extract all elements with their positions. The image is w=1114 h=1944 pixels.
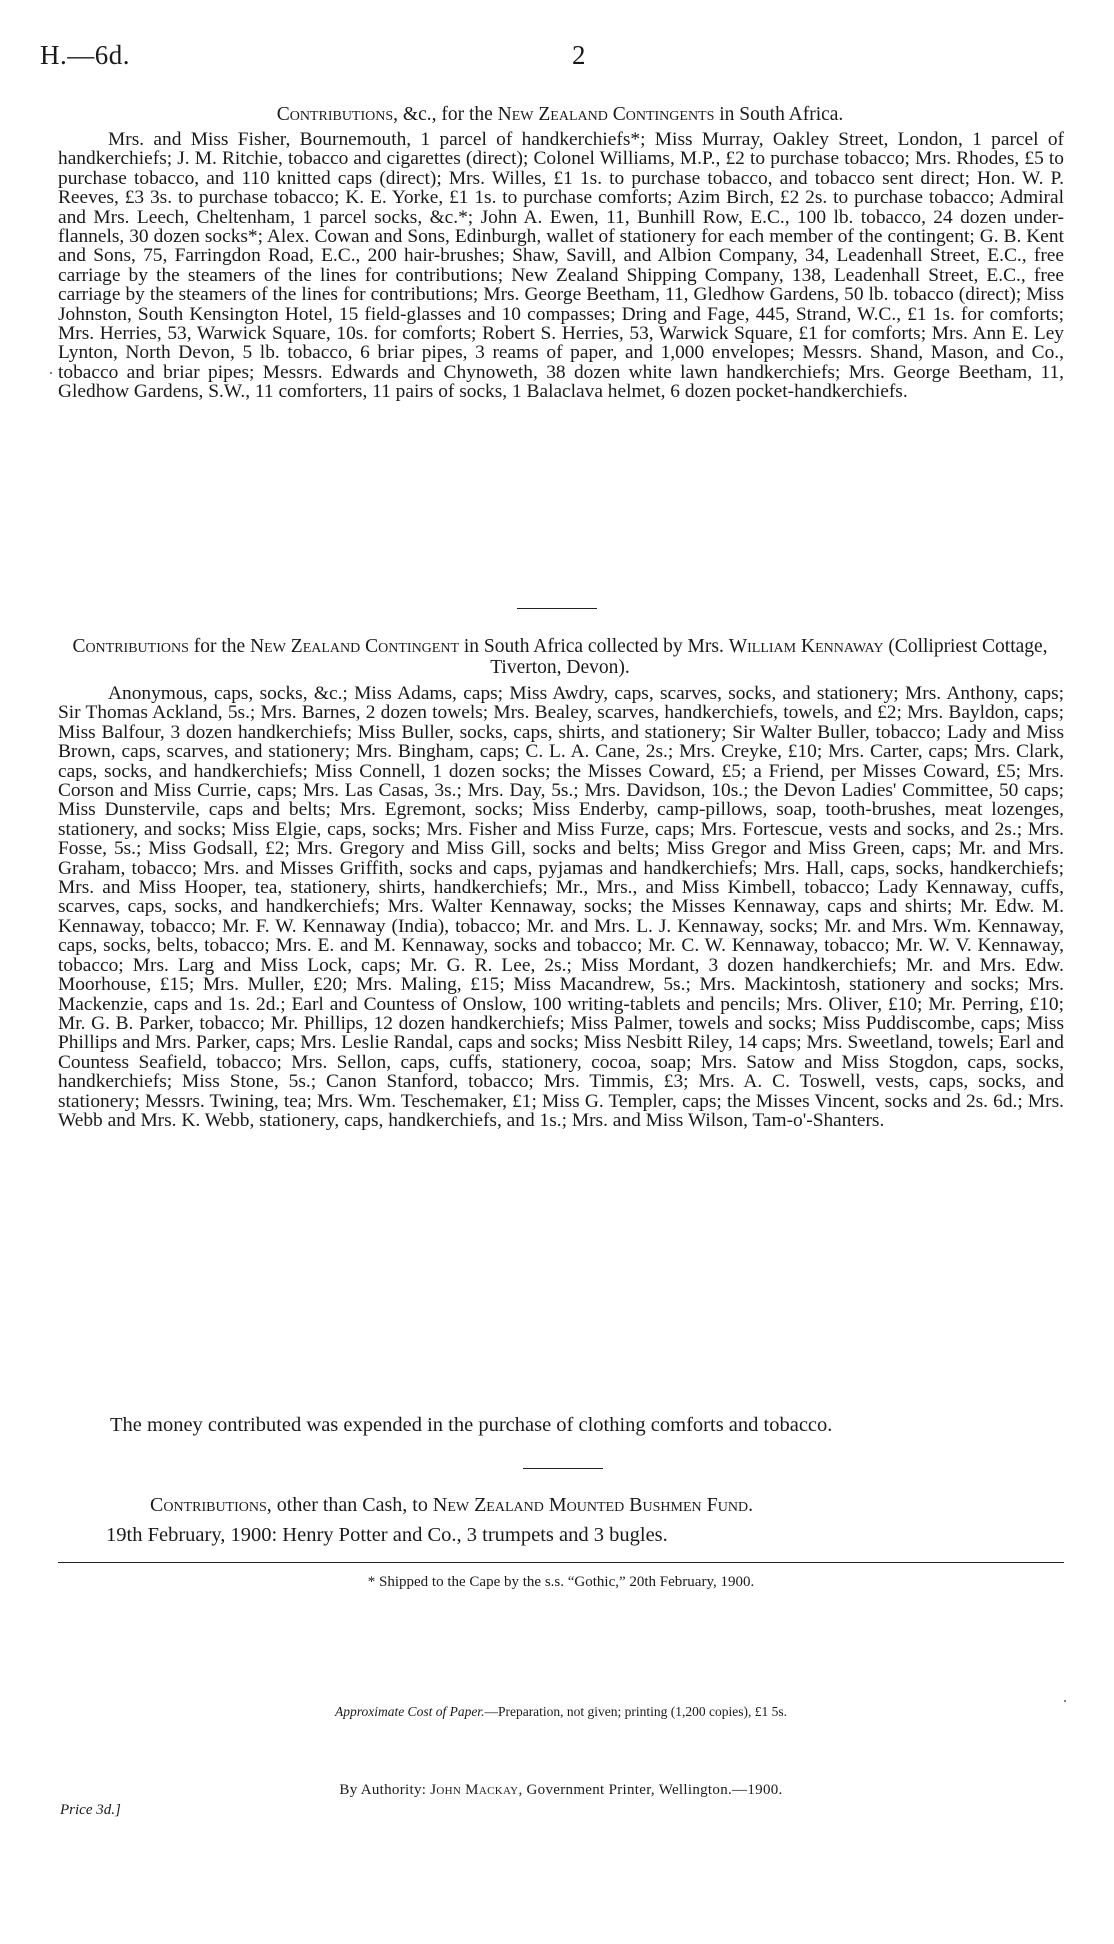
section2-heading-part: William Kennaway: [728, 636, 884, 657]
price: Price 3d.]: [60, 1802, 121, 1818]
section2-heading-part: New Zealand Contingent: [250, 636, 460, 657]
section1-body: Mrs. and Miss Fisher, Bournemouth, 1 parcel of handkerchiefs*; Miss Murray, Oakley Street, London, 1 parcel of handkerchiefs; J. M. Ritchie, tobacco and cigarettes (direct); Colonel Williams, M.P., £2 to purchase tobacco; Mrs. Rhodes, £5 to purchase tobacco, and 110 knitted caps (direct); Mrs. Willes, £1 1s. to purchase tobacco, and tobacco sent direct; Hon. W. P. Reeves, £3 3s. to purchase tobacco; K. E. Yorke, £1 1s. to purchase comforts; Azim Birch, £2 2s. to purchase tobacco; Admiral and Mrs. Leech, Cheltenham, 1 parcel socks, &c.*; John A. Ewen, 11, Bunhill Row, E.C., 100 lb. tobacco, 24 dozen under-flannels, 30 dozen socks*; Alex. Cowan and Sons, Edinburgh, wallet of stationery for each member of the contingent; G. B. Kent and Sons, 75, Farringdon Road, E.C., 200 hair-brushes; Shaw, Savill, and Albion Company, 34, Leadenhall Street, E.C., free carriage by the steamers of the lines for contributions; New Zealand Shipping Company, 138, Leadenhall Street, E.C., free carriage by the steamers of the lines for contributions; Mrs. George Beetham, 11, Gledhow Gardens, 50 lb. tobacco (direct); Miss Johnston, South Kensington Hotel, 15 field-glasses and 10 compasses; Dring and Fage, 445, Strand, W.C., £1 1s. for comforts; Mrs. Herries, 53, Warwick Square, 10s. for comforts; Robert S. Herries, 53, Warwick Square, £1 for comforts; Mrs. Ann E. Ley Lynton, North Devon, 5 lb. tobacco, 6 briar pipes, 3 reams of paper, and 1,000 envelopes; Messrs. Shand, Mason, and Co., tobacco and briar pipes; Messrs. Edwards and Chynoweth, 38 dozen white lawn handkerchiefs; Mrs. George Beetham, 11, Gledhow Gardens, S.W., 11 comforters, 11 pairs of socks, 1 Balaclava helmet, 6 dozen pocket-handkerchiefs.: [58, 129, 1064, 403]
print-speck: [50, 372, 52, 374]
page-number: 2: [572, 40, 586, 70]
cost-text: —Preparation, not given; printing (1,200 copies), £1 5s.: [484, 1704, 788, 1719]
section3-line: 19th February, 1900: Henry Potter and Co., 3 trumpets and 3 bugles.: [106, 1524, 668, 1546]
section3-heading: [150, 1494, 753, 1516]
section2-heading-part: for the: [188, 636, 251, 657]
section2-heading-part: Contributions: [72, 636, 189, 657]
section2-closing: The money contributed was expended in the purchase of clothing comforts and tobacco.: [110, 1414, 833, 1436]
section1-heading-part: Contributions: [276, 104, 394, 125]
cost-label: Approximate Cost of Paper.: [334, 1704, 485, 1719]
section-divider: [523, 1468, 603, 1469]
document-code: H.—6d.: [40, 40, 130, 70]
cost-of-paper: [58, 1704, 1064, 1720]
printer-name: John Mackay: [430, 1782, 519, 1798]
authority-suffix: , Government Printer, Wellington.—1900.: [518, 1782, 783, 1798]
printer-authority: [58, 1782, 1064, 1799]
section2-heading: [60, 636, 1060, 678]
print-speck: [1064, 1700, 1066, 1702]
footnote-rule: [58, 1562, 1064, 1563]
section1-heading-part: in South Africa.: [714, 104, 844, 125]
section1-heading-part: , &c., for the: [393, 104, 498, 125]
section1-heading-part: New Zealand Contingents: [497, 104, 715, 125]
authority-prefix: By Authority:: [339, 1782, 431, 1798]
section2-heading-part: (Collipriest Cottage, Tiverton, Devon).: [490, 636, 1048, 678]
section3-heading-part: Contributions: [150, 1494, 267, 1516]
section1-heading: [60, 104, 1060, 125]
section2-body: Anonymous, caps, socks, &c.; Miss Adams, caps; Miss Awdry, caps, scarves, socks, and stationery; Mrs. Anthony, caps; Sir Thomas Ackland, 5s.; Mrs. Barnes, 2 dozen towels; Mrs. Bealey, scarves, handkerchiefs, towels, and £2; Mrs. Bayldon, caps; Miss Balfour, 3 dozen handkerchiefs; Miss Buller, socks, caps, shirts, and stationery; Sir Walter Buller, tobacco; Lady and Miss Brown, caps, scarves, and stationery; Mrs. Bingham, caps; C. L. A. Cane, 2s.; Mrs. Creyke, £10; Mrs. Carter, caps; Mrs. Clark, caps, socks, and handkerchiefs; Miss Connell, 1 dozen socks; the Misses Coward, £5; a Friend, per Misses Coward, £5; Mrs. Corson and Miss Currie, caps; Mrs. Las Casas, 3s.; Mrs. Day, 5s.; Mrs. Davidson, 10s.; the Devon Ladies' Committee, 50 caps; Miss Dunstervile, caps and belts; Mrs. Egremont, socks; Miss Enderby, camp-pillows, soap, tooth-brushes, meat lozenges, stationery, and socks; Miss Elgie, caps, socks; Mrs. Fisher and Miss Furze, caps; Mrs. Fortescue, vests and socks, and 2s.; Mrs. Fosse, 5s.; Miss Godsall, £2; Mrs. Gregory and Miss Gill, socks and belts; Miss Gregor and Miss Green, caps; Mr. and Mrs. Graham, tobacco; Mrs. and Misses Griffith, socks and caps, pyjamas and handkerchiefs; Mrs. Hall, caps, socks, handkerchiefs; Mrs. and Miss Hooper, tea, stationery, shirts, handkerchiefs; Mr., Mrs., and Miss Kimbell, tobacco; Lady Kennaway, cuffs, scarves, caps, socks, and handkerchiefs; Mrs. Walter Kennaway, socks; the Misses Kennaway, caps and shirts; Mr. Edw. M. Kennaway, tobacco; Mr. F. W. Kennaway (India), tobacco; Mr. and Mrs. L. J. Kennaway, socks; Mr. and Mrs. Wm. Kennaway, caps, socks, belts, tobacco; Mrs. E. and M. Kennaway, socks and tobacco; Mr. C. W. Kennaway, tobacco; Mr. W. V. Kennaway, tobacco; Mrs. Larg and Miss Lock, caps; Mr. G. R. Lee, 2s.; Miss Mordant, 3 dozen handkerchiefs; Mr. and Mrs. Edw. Moorhouse, £15; Mrs. Muller, £20; Mrs. Maling, £15; Miss Macandrew, 5s.; Mrs. Mackintosh, stationery and socks; Mrs. Mackenzie, caps and 1s. 2d.; Earl and Countess of Onslow, 100 writing-tablets and pencils; Mrs. Oliver, £10; Mr. Perring, £10; Mr. G. B. Parker, tobacco; Mr. Phillips, 12 dozen handkerchiefs; Miss Palmer, towels and socks; Miss Puddiscombe, caps; Miss Phillips and Mrs. Parker, caps; Mrs. Leslie Randal, caps and socks; Miss Nesbitt Riley, 14 caps; Mrs. Sweetland, towels; Earl and Countess Seafield, tobacco; Mrs. Sellon, caps, cuffs, stationery, cocoa, soap; Mrs. Satow and Miss Stogdon, caps, socks, handkerchiefs; Miss Stone, 5s.; Canon Stanford, tobacco; Mrs. Timmis, £3; Mrs. A. C. Toswell, vests, caps, socks, and stationery; Messrs. Twining, tea; Mrs. Wm. Teschemaker, £1; Miss G. Templer, caps; the Misses Vincent, socks and 2s. 6d.; Mrs. Webb and Mrs. K. Webb, stationery, caps, handkerchiefs, and 1s.; Mrs. and Miss Wilson, Tam-o'-Shanters.: [58, 683, 1064, 1131]
section-divider: [517, 608, 597, 609]
footnote: * Shipped to the Cape by the s.s. “Gothic,” 20th February, 1900.: [367, 1574, 755, 1590]
section2-heading-part: in South Africa collected by Mrs.: [459, 636, 729, 657]
section3-heading-part: , other than Cash, to: [266, 1494, 433, 1516]
section3-heading-part: New Zealand Mounted Bushmen Fund.: [432, 1494, 754, 1516]
